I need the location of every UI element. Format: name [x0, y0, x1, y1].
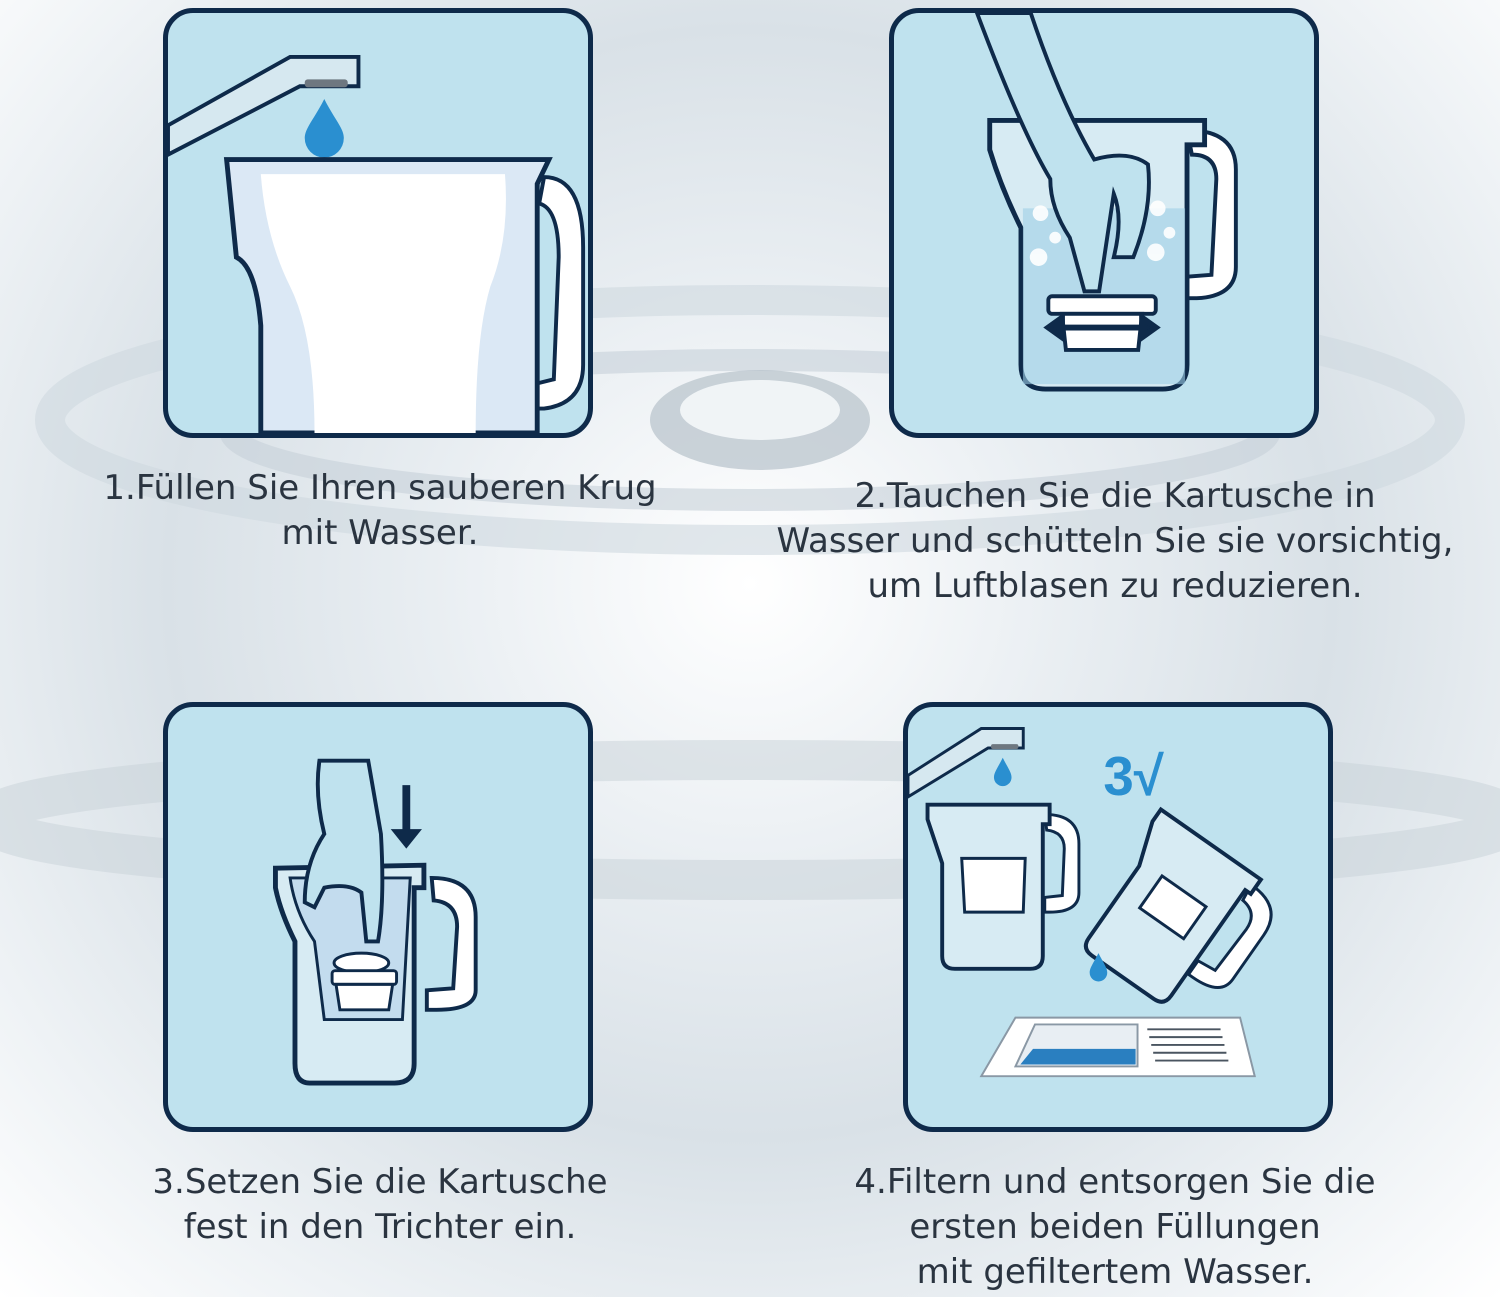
caption-line: um Luftblasen zu reduzieren. [867, 566, 1363, 606]
step-1-illustration [163, 8, 593, 438]
caption-line: 4.Filtern und entsorgen Sie die [854, 1162, 1376, 1202]
pitcher-icon [928, 805, 1079, 969]
step-3-caption [40, 1160, 720, 1250]
step-4-illustration [903, 702, 1333, 1132]
filter-and-discard-scene [908, 707, 1328, 1127]
filter-cartridge-icon [332, 953, 396, 1010]
tilted-pitcher-icon [1070, 810, 1289, 1030]
caption-line: Wasser und schütteln Sie sie vorsichtig, [776, 521, 1454, 561]
caption-line: 3.Setzen Sie die Kartusche [152, 1162, 608, 1202]
caption-line: mit gefiltertem Wasser. [916, 1252, 1314, 1292]
caption-line: ersten beiden Füllungen [909, 1207, 1321, 1247]
caption-line: 2.Tauchen Sie die Kartusche in [854, 476, 1376, 516]
insert-cartridge-scene [168, 707, 588, 1127]
step-3-illustration [163, 702, 593, 1132]
step-2-illustration [889, 8, 1319, 438]
faucet-icon [908, 728, 1023, 796]
caption-line: mit Wasser. [281, 513, 479, 553]
step-2-caption [760, 474, 1470, 609]
pitcher-icon [227, 160, 584, 433]
instruction-leaflet-icon [981, 1018, 1254, 1077]
soak-cartridge-scene [894, 13, 1314, 433]
caption-line: fest in den Trichter ein. [183, 1207, 577, 1247]
fill-pitcher-scene [168, 13, 588, 433]
step-4-caption [760, 1160, 1470, 1295]
repeat-badge: 3√ [1103, 744, 1164, 807]
water-drop-icon [305, 99, 344, 158]
step-1-caption [40, 466, 720, 556]
water-drop-icon [994, 758, 1012, 786]
down-arrow-icon [391, 785, 422, 848]
caption-line: 1.Füllen Sie Ihren sauberen Krug [103, 468, 657, 508]
